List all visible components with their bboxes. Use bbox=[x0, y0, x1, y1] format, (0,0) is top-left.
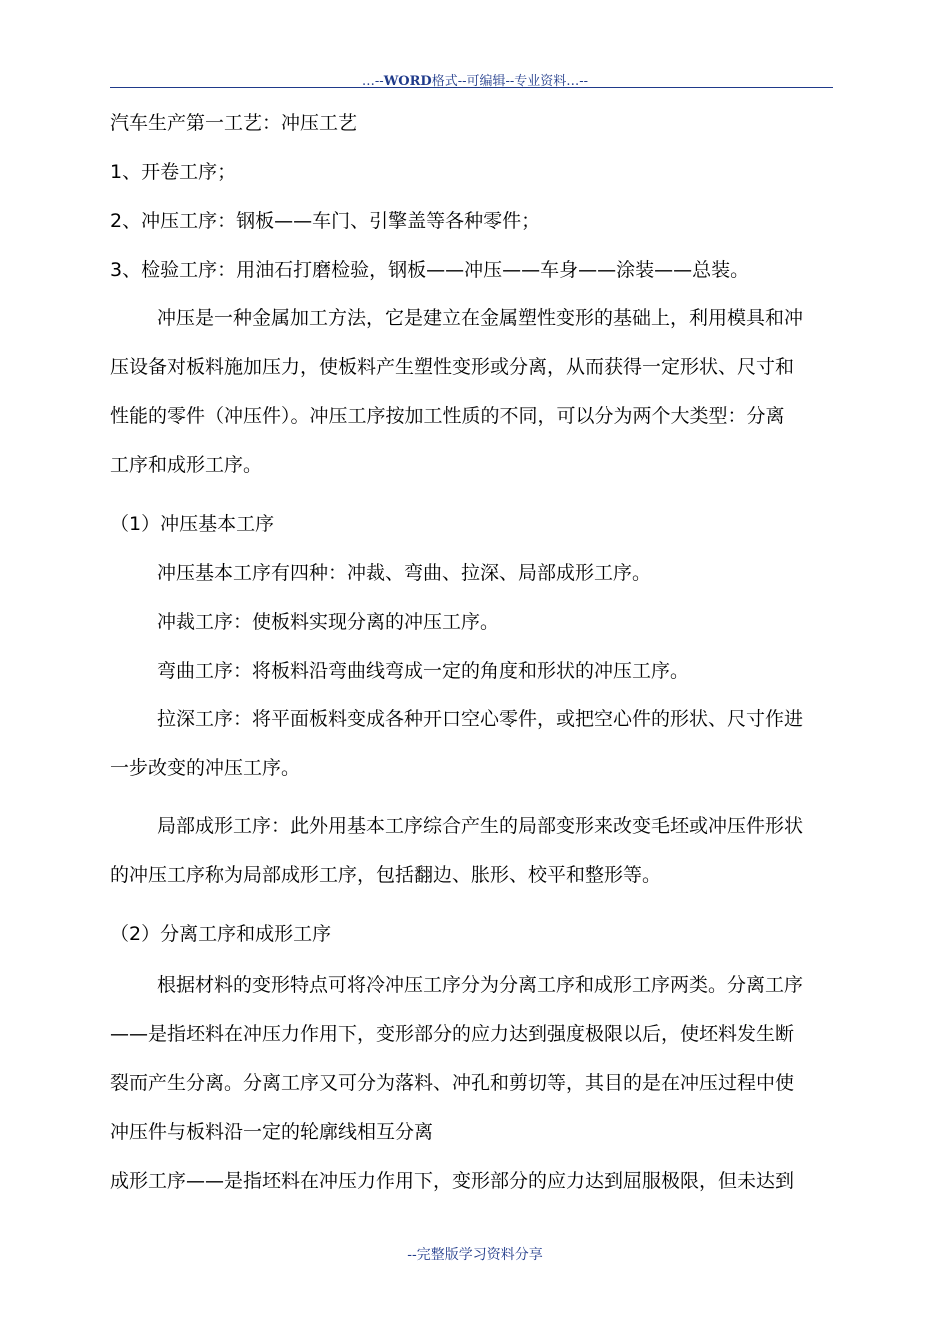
section-2-p1-line-3: 裂而产生分离。分离工序又可分为落料、冲孔和剪切等，其目的是在冲压过程中使 bbox=[110, 1072, 795, 1094]
intro-line-2: 压设备对板料施加压力，使板料产生塑性变形或分离，从而获得一定形状、尺寸和 bbox=[110, 356, 795, 378]
section-1-paragraph-2: 冲裁工序：使板料实现分离的冲压工序。 bbox=[157, 611, 500, 633]
list-item-3: 3、检验工序：用油石打磨检验，钢板——冲压——车身——涂装——总装。 bbox=[110, 259, 750, 281]
section-1-heading: （1）冲压基本工序 bbox=[110, 513, 275, 535]
section-2-paragraph-1 bbox=[110, 961, 850, 1206]
section-2-p2-line-1: 成形工序——是指坯料在冲压力作用下，变形部分的应力达到屈服极限，但未达到 bbox=[110, 1170, 795, 1192]
header-suffix: 格式--可编辑--专业资料…-- bbox=[431, 74, 589, 89]
section-2-heading: （2）分离工序和成形工序 bbox=[110, 923, 332, 945]
list-item-1: 1、开卷工序； bbox=[110, 161, 237, 183]
section-1-p4-line-2: 一步改变的冲压工序。 bbox=[110, 757, 301, 779]
section-1-p5-line-2: 的冲压工序称为局部成形工序，包括翻边、胀形、校平和整形等。 bbox=[110, 864, 662, 886]
header-prefix: …-- bbox=[361, 74, 384, 89]
header-rule bbox=[110, 87, 833, 88]
intro-line-4: 工序和成形工序。 bbox=[110, 454, 263, 476]
intro-line-3: 性能的零件（冲压件）。冲压工序按加工性质的不同，可以分为两个大类型：分离 bbox=[110, 405, 785, 427]
section-2-p1-line-1: 根据材料的变形特点可将冷冲压工序分为分离工序和成形工序两类。分离工序 bbox=[157, 974, 804, 996]
section-1-paragraph-4 bbox=[110, 695, 850, 793]
section-1-p4-line-1: 拉深工序：将平面板料变成各种开口空心零件，或把空心件的形状、尺寸作进 bbox=[157, 708, 804, 730]
section-1-p5-line-1: 局部成形工序：此外用基本工序综合产生的局部变形来改变毛坯或冲压件形状 bbox=[157, 815, 804, 837]
header-word: WORD bbox=[383, 74, 432, 89]
section-1-paragraph-5 bbox=[110, 802, 850, 900]
page-footer: --完整版学习资料分享 bbox=[407, 1247, 543, 1263]
section-2-p1-line-4: 冲压件与板料沿一定的轮廓线相互分离 bbox=[110, 1121, 434, 1143]
intro-paragraph bbox=[110, 294, 850, 490]
list-item-2: 2、冲压工序：钢板——车门、引擎盖等各种零件； bbox=[110, 210, 541, 232]
document-body bbox=[110, 108, 850, 1206]
section-1-paragraph-3: 弯曲工序：将板料沿弯曲线弯成一定的角度和形状的冲压工序。 bbox=[157, 660, 690, 682]
intro-line-1: 冲压是一种金属加工方法，它是建立在金属塑性变形的基础上，利用模具和冲 bbox=[157, 307, 804, 329]
section-2-p1-line-2: ——是指坯料在冲压力作用下，变形部分的应力达到强度极限以后，使坯料发生断 bbox=[110, 1023, 795, 1045]
document-title: 汽车生产第一工艺：冲压工艺 bbox=[110, 112, 358, 134]
section-1-paragraph-1: 冲压基本工序有四种：冲裁、弯曲、拉深、局部成形工序。 bbox=[157, 562, 652, 584]
